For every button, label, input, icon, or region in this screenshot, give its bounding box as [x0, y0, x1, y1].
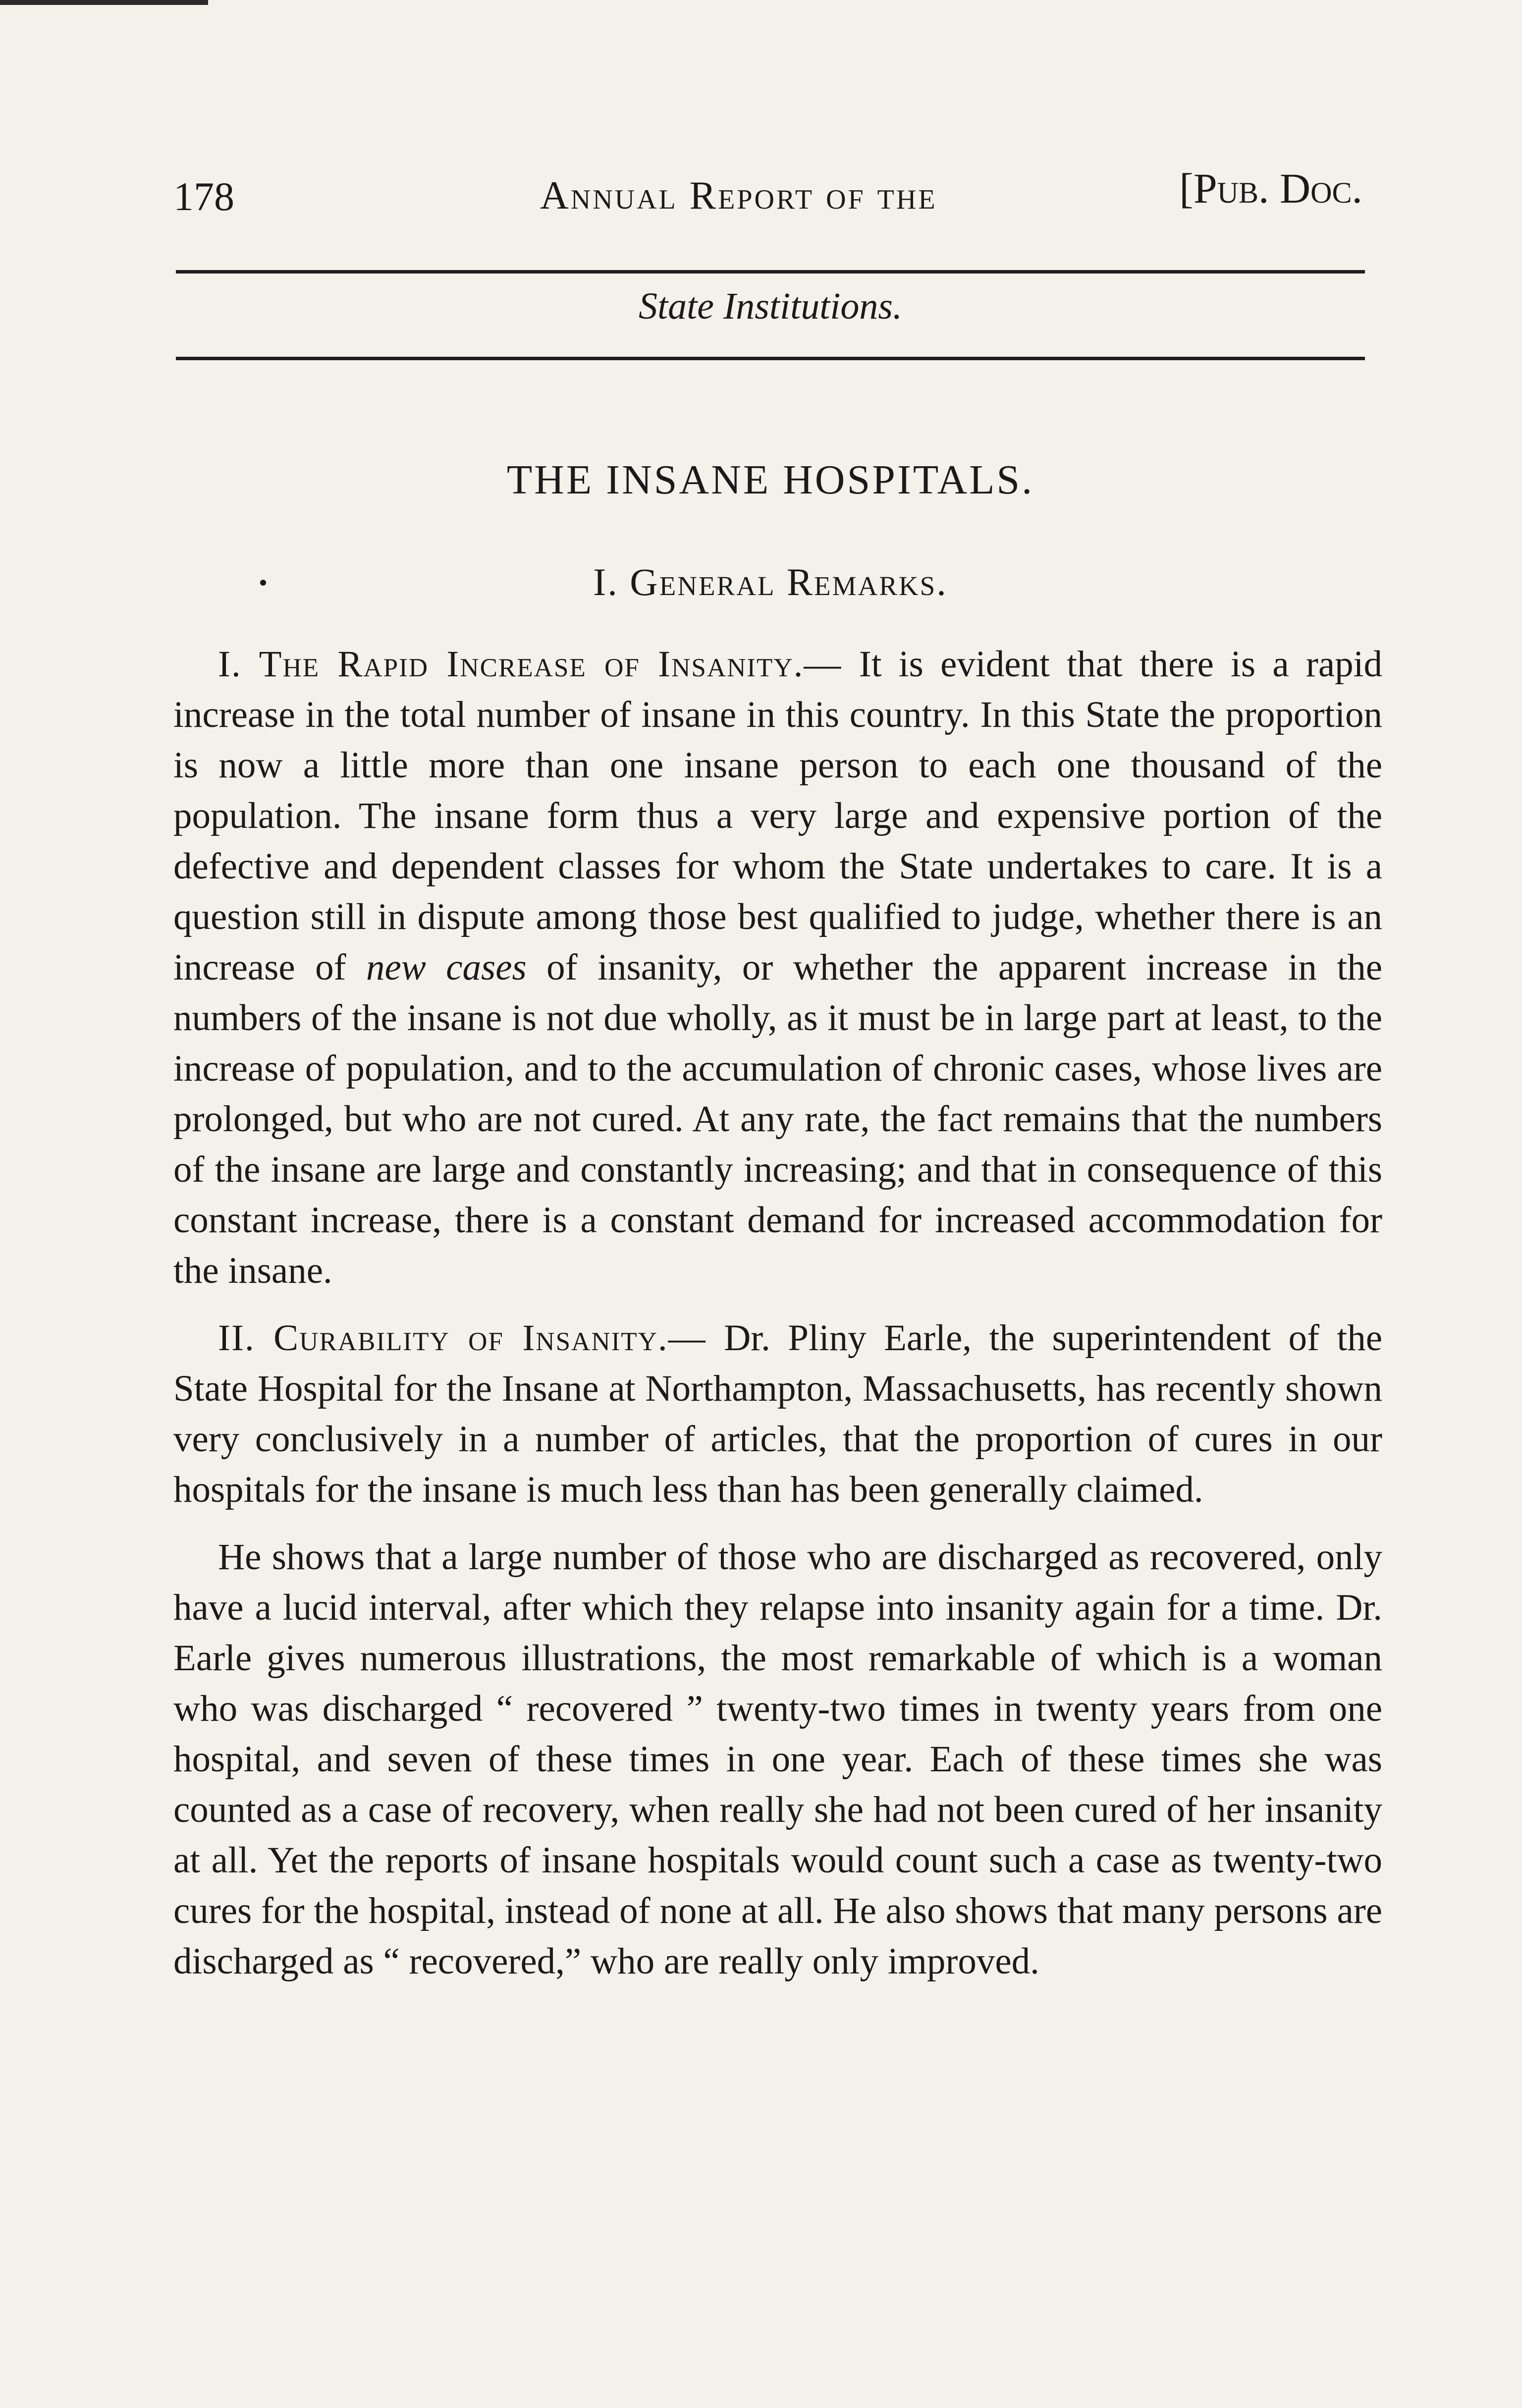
document-designation: [Pub. Doc.	[1179, 164, 1362, 212]
header-rule-top	[176, 270, 1365, 274]
paragraph-lead: II. Curability of Insanity.—	[218, 1317, 707, 1359]
subsection-title	[176, 560, 1365, 604]
paragraph-relapse	[173, 1532, 1382, 1987]
body-text	[173, 639, 1382, 2004]
running-head	[173, 164, 1362, 223]
subsection-text: General Remarks.	[630, 560, 948, 603]
page-number: 178	[173, 174, 234, 219]
section-heading: State Institutions.	[639, 285, 902, 327]
running-title: Annual Report of the	[540, 174, 937, 218]
paragraph-lead: I. The Rapid Increase of Insanity.—	[218, 644, 842, 685]
paragraph-text: of insanity, or whether the apparent increase in the numbers of the insane is not due wholly, as it must be in large part at least, to the increase of population, and to the accumulation of chronic cases, whose lives are prolonged, but who are not cured. At any rate, the fact remains that the numbers of the insane are large and constantly increasing; and that in consequence of this constant increase, there is a constant demand for increased accommodation for the insane.	[173, 947, 1383, 1291]
subsection-numeral: I.	[593, 560, 619, 603]
chapter-title: THE INSANE HOSPITALS.	[506, 457, 1034, 503]
scan-edge-mark	[0, 0, 208, 5]
paragraph-rapid-increase	[173, 639, 1382, 1296]
paragraph-text: He shows that a large number of those who are discharged as recovered, only have a lucid interval, after which they relapse into insanity again for a time. Dr. Earle gives numerous illustrations, the most remarkable of which is a woman who was discharged “ recovered ” twenty-two times in twenty years from one hospital, and seven of these times in one year. Each of these times she was counted as a case of recovery, when really she had not been cured of her insanity at all. Yet the reports of insane hospitals would count such a case as twenty-two cures for the hospital, instead of none at all. He also shows that many persons are discharged as “ recovered,” who are really only improved.	[173, 1536, 1382, 1982]
paragraph-emphasis: new cases	[366, 947, 527, 988]
paragraph-text: Dr. Pliny Earle, the superintendent of the State Hospital for the Insane at Northampton, Massachusetts, has recently shown very conclusively in a number of articles, that the proportion of cures in our hospitals for the insane is much less than has been generally claimed.	[173, 1317, 1383, 1510]
paragraph-text: It is evident that there is a rapid increase in the total number of insane in this country. In this State the proportion is now a little more than one insane person to each one thousand of the population. The insane form thus a very large and expensive portion of the defective and dependent classes for whom the State undertakes to care. It is a question still in dispute among those best qualified to judge, whether there is an increase of	[173, 644, 1383, 988]
paragraph-curability	[173, 1313, 1382, 1515]
header-rule-bottom	[176, 357, 1365, 360]
